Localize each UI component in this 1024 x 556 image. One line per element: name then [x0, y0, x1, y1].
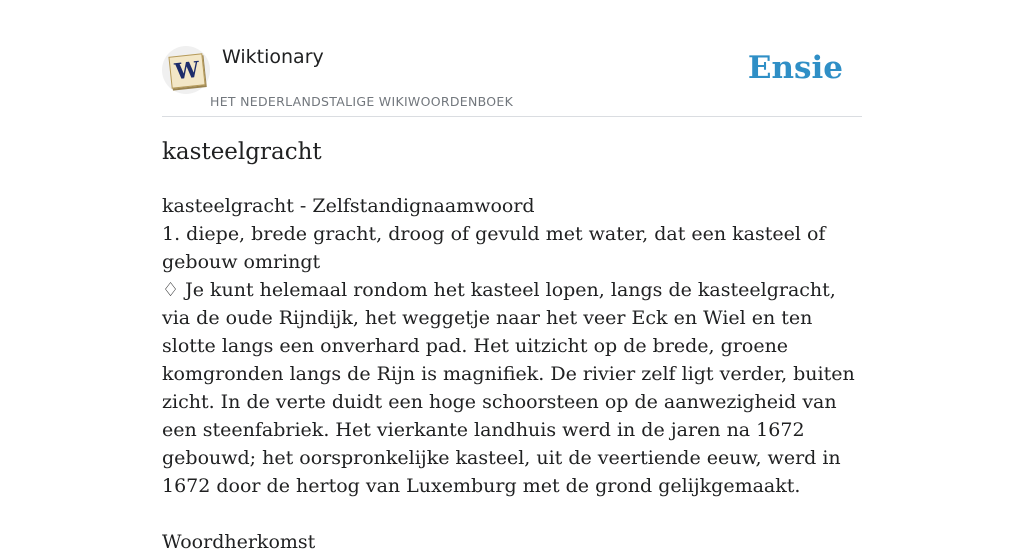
wiktionary-logo-icon: W [168, 53, 205, 88]
site-subtitle: HET NEDERLANDSTALIGE WIKIWOORDENBOEK [210, 94, 514, 109]
wiktionary-logo[interactable] [162, 46, 210, 94]
page-title: kasteelgracht [162, 139, 322, 165]
site-header [162, 0, 862, 117]
entry-definition: 1. diepe, brede gracht, droog of gevuld met water, dat een kasteel of gebouw omringt [162, 223, 826, 273]
entry-example: ♢ Je kunt helemaal rondom het kasteel lopen, langs de kasteelgracht, via de oude Rijndijk, het weggetje naar het veer Eck en Wiel en ten slotte langs een onverhard pad. Het uitzicht op de brede, groene komgronden langs de Rijn is magnifiek. De rivier zelf ligt verder, buiten zicht. In de verte duidt een hoge schoorsteen op de aanwezigheid van een steenfabriek. Het vierkante landhuis werd in de jaren na 1672 gebouwd; het oorspronkelijke kasteel, uit de veertiende eeuw, werd in 1672 door de hertog van Luxemburg met de grond gelijkgemaakt. [162, 279, 855, 497]
site-title[interactable]: Wiktionary [222, 46, 324, 68]
section-heading-etymology: Woordherkomst [162, 531, 316, 553]
entry-content [162, 192, 862, 556]
ensie-brand-link[interactable]: Ensie [747, 50, 843, 86]
page-container [162, 0, 862, 553]
entry-headline: kasteelgracht - Zelfstandignaamwoord [162, 195, 535, 217]
